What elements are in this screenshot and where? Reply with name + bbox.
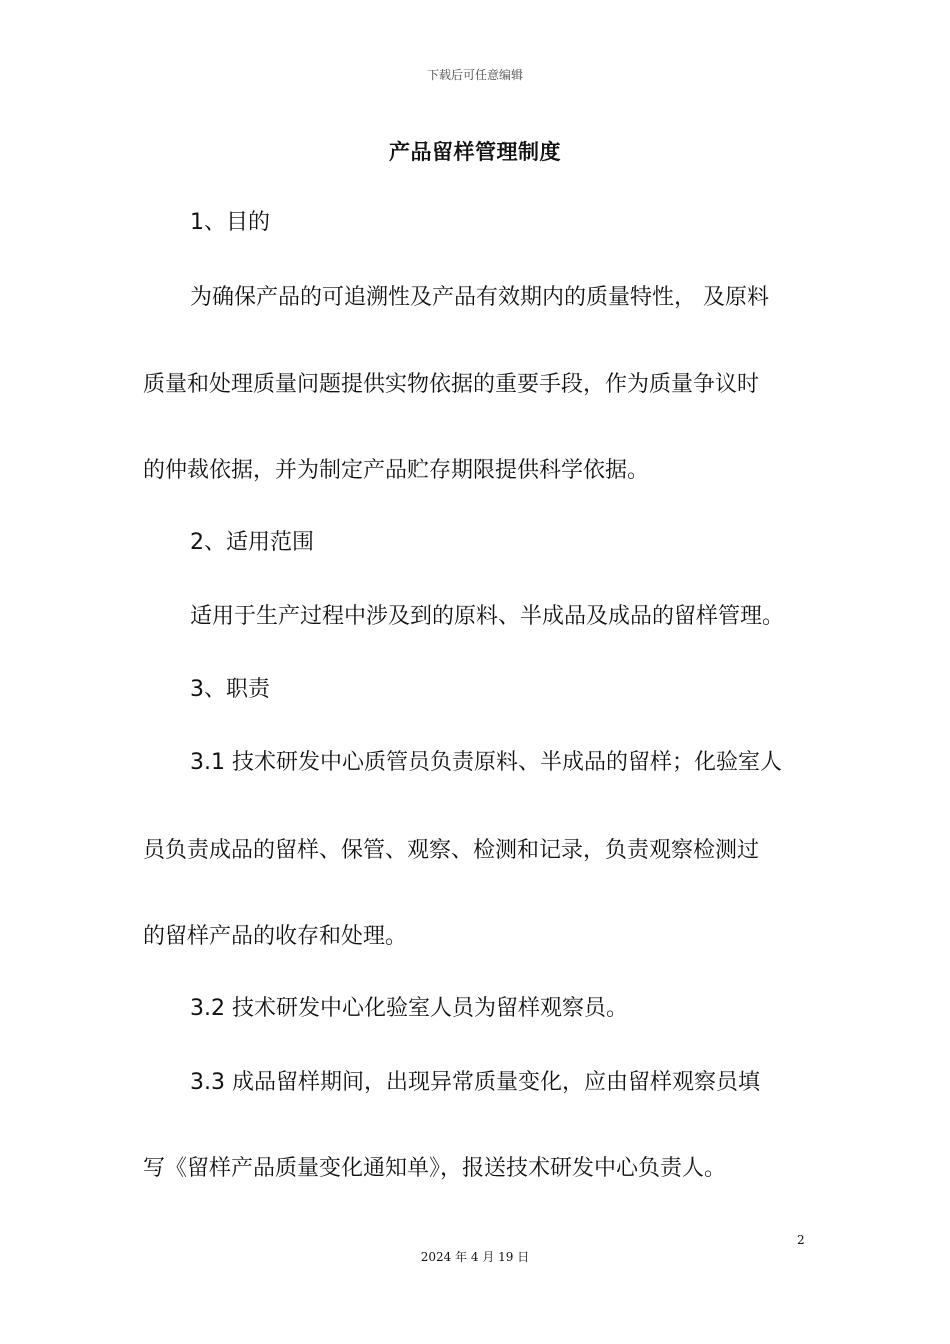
footer-date: 2024 年 4 月 19 日 (420, 1250, 530, 1264)
section-heading-scope: 2、适用范围 (190, 530, 314, 555)
body-line: 适用于生产过程中涉及到的原料、半成品及成品的留样管理。 (190, 604, 785, 629)
document-title: 产品留样管理制度 (389, 140, 561, 164)
body-line: 3.2 技术研发中心化验室人员为留样观察员。 (190, 996, 628, 1021)
header-note: 下载后可任意编辑 (426, 68, 523, 82)
body-line: 质量和处理质量问题提供实物依据的重要手段，作为质量争议时 (143, 372, 760, 397)
body-line: 写《留样产品质量变化通知单》，报送技术研发中心负责人。 (143, 1156, 727, 1181)
section-heading-responsibilities: 3、职责 (190, 677, 270, 702)
body-line: 的仲裁依据，并为制定产品贮存期限提供科学依据。 (143, 458, 650, 483)
body-line: 的留样产品的收存和处理。 (143, 924, 408, 949)
section-heading-purpose: 1、目的 (190, 210, 270, 235)
page-number: 2 (797, 1233, 805, 1247)
body-line: 为确保产品的可追溯性及产品有效期内的质量特性， 及原料 (190, 285, 769, 310)
body-line: 员负责成品的留样、保管、观察、检测和记录，负责观察检测过 (143, 838, 760, 863)
body-line: 3.3 成品留样期间，出现异常质量变化，应由留样观察员填 (190, 1070, 760, 1095)
body-line: 3.1 技术研发中心质管员负责原料、半成品的留样；化验室人 (190, 750, 782, 775)
